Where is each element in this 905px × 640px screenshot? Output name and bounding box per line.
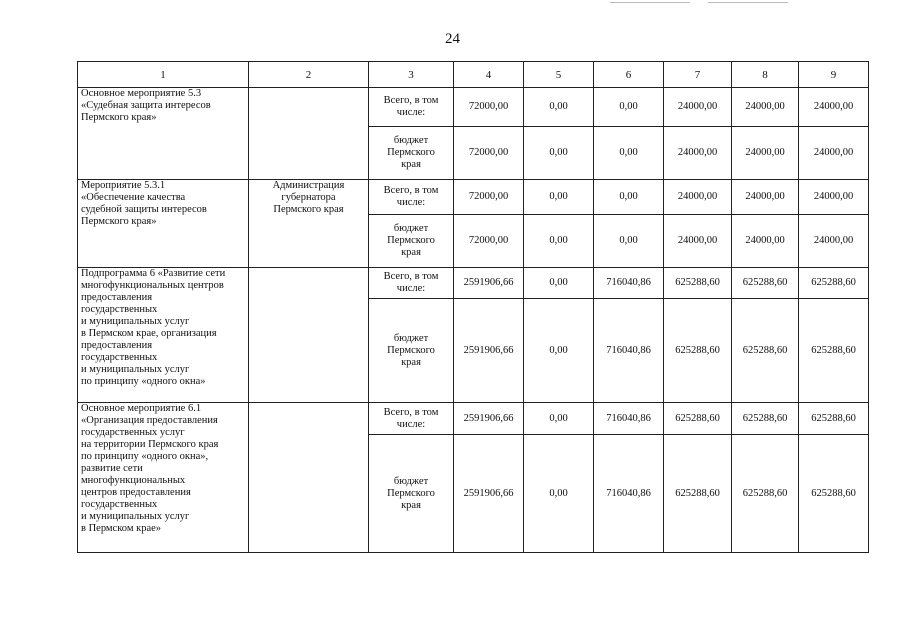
funding-source-cell: Всего, в том числе: [369,88,454,127]
column-header: 2 [249,62,369,88]
amount-cell: 24000,00 [732,180,799,215]
amount-cell: 625288,60 [799,435,869,553]
amount-cell: 24000,00 [664,88,732,127]
program-name-cell: Подпрограмма 6 «Развитие сети многофункциональных центров предоставления государственных и муниципальных услуг в Пермском крае, организация предоставления государственных и муниципальных услуг по принципу «одного окна» [78,268,249,403]
amount-cell: 24000,00 [799,215,869,268]
amount-cell: 24000,00 [732,127,799,180]
amount-cell: 24000,00 [664,127,732,180]
amount-cell: 2591906,66 [454,299,524,403]
amount-cell: 716040,86 [594,403,664,435]
amount-cell: 24000,00 [799,88,869,127]
amount-cell: 625288,60 [799,268,869,299]
amount-cell: 0,00 [524,435,594,553]
funding-source-cell: бюджет Пермского края [369,299,454,403]
column-header: 7 [664,62,732,88]
table-row [78,268,869,299]
page-number: 24 [445,31,460,47]
program-name-cell: Мероприятие 5.3.1 «Обеспечение качества судебной защиты интересов Пермского края» [78,180,249,268]
amount-cell: 24000,00 [664,180,732,215]
funding-source-cell: бюджет Пермского края [369,215,454,268]
amount-cell: 0,00 [594,215,664,268]
scan-artifact-line [708,2,788,3]
amount-cell: 625288,60 [664,299,732,403]
amount-cell: 24000,00 [732,215,799,268]
amount-cell: 24000,00 [732,88,799,127]
amount-cell: 625288,60 [664,435,732,553]
amount-cell: 72000,00 [454,215,524,268]
amount-cell: 0,00 [524,299,594,403]
amount-cell: 625288,60 [664,403,732,435]
funding-source-cell: Всего, в том числе: [369,403,454,435]
responsible-executor-cell [249,88,369,180]
amount-cell: 0,00 [524,127,594,180]
column-header: 8 [732,62,799,88]
column-header: 3 [369,62,454,88]
responsible-executor-cell [249,268,369,403]
amount-cell: 2591906,66 [454,268,524,299]
responsible-executor-cell: Администрация губернатора Пермского края [249,180,369,268]
amount-cell: 72000,00 [454,180,524,215]
program-name-cell: Основное мероприятие 5.3 «Судебная защита интересов Пермского края» [78,88,249,180]
table-row [78,88,869,127]
funding-source-cell: бюджет Пермского края [369,435,454,553]
funding-source-cell: Всего, в том числе: [369,180,454,215]
amount-cell: 625288,60 [732,435,799,553]
amount-cell: 0,00 [594,88,664,127]
amount-cell: 0,00 [524,268,594,299]
amount-cell: 716040,86 [594,435,664,553]
amount-cell: 625288,60 [664,268,732,299]
amount-cell: 716040,86 [594,268,664,299]
amount-cell: 625288,60 [732,403,799,435]
column-header: 1 [78,62,249,88]
budget-table [77,61,869,553]
column-header: 4 [454,62,524,88]
amount-cell: 625288,60 [799,299,869,403]
funding-source-cell: бюджет Пермского края [369,127,454,180]
column-header: 5 [524,62,594,88]
amount-cell: 0,00 [524,180,594,215]
table-row [78,180,869,215]
table-row [78,403,869,435]
amount-cell: 72000,00 [454,88,524,127]
amount-cell: 2591906,66 [454,435,524,553]
amount-cell: 0,00 [524,403,594,435]
responsible-executor-cell [249,403,369,553]
amount-cell: 24000,00 [799,180,869,215]
column-number-row [78,62,869,88]
program-name-cell: Основное мероприятие 6.1 «Организация предоставления государственных услуг на территории Пермского края по принципу «одного окна», развитие сети многофункциональных центров предоставления государственных и муниципальных услуг в Пермском крае» [78,403,249,553]
amount-cell: 0,00 [524,215,594,268]
amount-cell: 24000,00 [799,127,869,180]
amount-cell: 0,00 [594,180,664,215]
amount-cell: 0,00 [524,88,594,127]
amount-cell: 72000,00 [454,127,524,180]
amount-cell: 716040,86 [594,299,664,403]
amount-cell: 625288,60 [732,299,799,403]
funding-source-cell: Всего, в том числе: [369,268,454,299]
amount-cell: 0,00 [594,127,664,180]
amount-cell: 24000,00 [664,215,732,268]
column-header: 9 [799,62,869,88]
scan-artifact-line [610,2,690,3]
amount-cell: 625288,60 [799,403,869,435]
amount-cell: 2591906,66 [454,403,524,435]
column-header: 6 [594,62,664,88]
amount-cell: 625288,60 [732,268,799,299]
